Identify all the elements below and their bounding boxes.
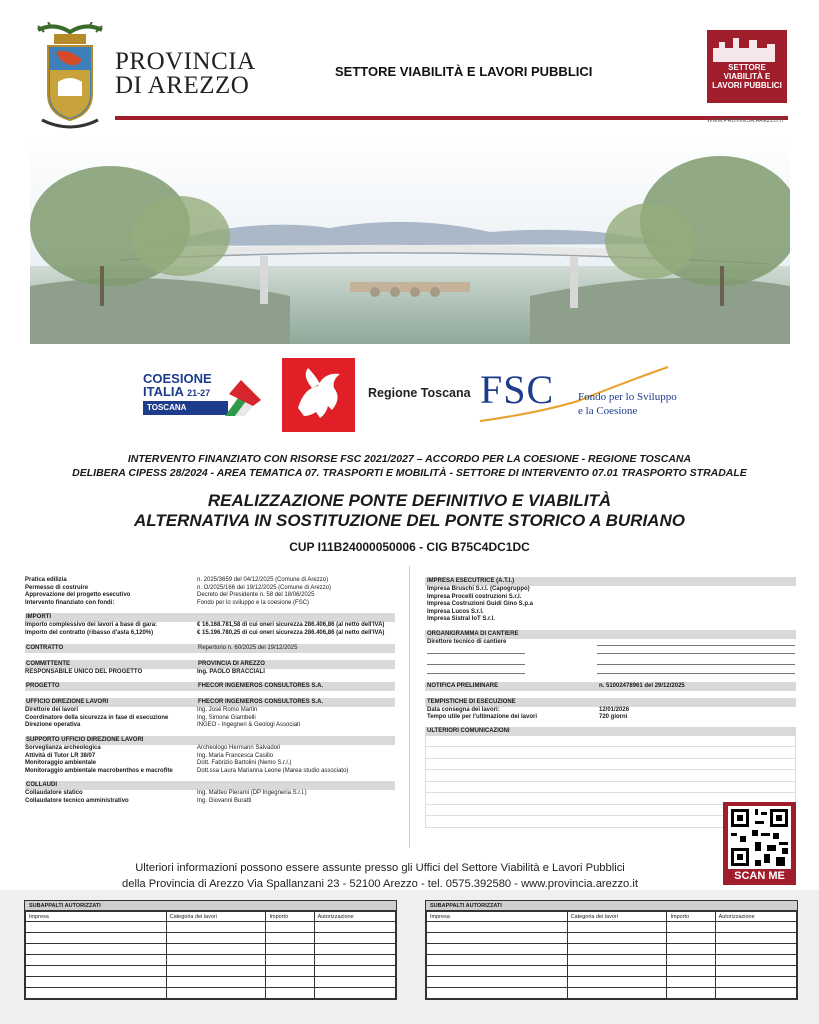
badge-line-3: LAVORI PUBBLICI (712, 81, 782, 90)
detail-row (25, 753, 395, 761)
funding-statement (0, 452, 819, 480)
section-title: COLLAUDI (26, 782, 57, 789)
table-row (427, 922, 797, 933)
detail-row (25, 707, 395, 715)
contractor-name: Impresa Lucos S.r.l. (427, 608, 484, 615)
section-title: IMPORTI (26, 614, 51, 621)
comm-line (425, 770, 796, 782)
header-divider (115, 116, 788, 120)
detail-value: Ing. Maria Francesca Casillo (197, 752, 274, 759)
detail-value: n. 2025/3659 del 04/12/2025 (Comune di Arezzo) (197, 577, 329, 583)
section-head-impresa (425, 577, 796, 586)
contractor-item (425, 616, 796, 624)
contractor-item (425, 609, 796, 617)
province-crest-icon (34, 22, 106, 132)
detail-key: Pratica edilizia (25, 577, 67, 583)
table-row (26, 966, 396, 977)
table-row (26, 977, 396, 988)
detail-key: Coordinatore della sicurezza in fase di esecuzione (25, 714, 169, 721)
detail-value: Decreto del Presidente n. 58 del 18/06/2025 (197, 592, 315, 599)
partner-logos (0, 355, 819, 435)
badge-line-2: VIABILITÀ E (723, 72, 771, 81)
detail-value: Dott.ssa Laura Marianna Leone (Marea studio associato) (197, 767, 349, 774)
section-head-comunicazioni (425, 727, 796, 736)
column-divider (409, 566, 410, 848)
section-title: ULTERIORI COMUNICAZIONI (427, 727, 510, 734)
bridge-rendering-image (30, 136, 790, 344)
section-title: TEMPISTICHE DI ESECUZIONE (427, 698, 516, 705)
contractor-item (425, 586, 796, 594)
funding-line-1: INTERVENTO FINANZIATO CON RISORSE FSC 2021/2027 – ACCORDO PER LA COESIONE - REGIONE TOSCANA (127, 453, 692, 465)
fsc-logo (478, 361, 688, 431)
detail-value: Dott. Fabrizio Bartolini (Nemo S.r.l.) (197, 760, 292, 767)
table-title: SUBAPPALTI AUTORIZZATI (25, 901, 396, 911)
contractor-details (425, 577, 796, 831)
detail-value: € 16.168.781,58 di cui oneri sicurezza 286.406,86 (al netto dell'IVA) (197, 622, 385, 629)
contractor-name: Impresa Sistral IoT S.r.l. (427, 616, 496, 623)
detail-value: € 15.196.780,25 di cui oneri sicurezza 286.406,86 (al netto dell'IVA) (197, 629, 385, 636)
detail-value: Ing. Simone Giambelli (197, 714, 256, 721)
section-title: ORGANIGRAMMA DI CANTIERE (427, 630, 519, 637)
section-head-organigramma (425, 630, 796, 639)
detail-key: RESPONSABILE UNICO DEL PROGETTO (25, 668, 143, 675)
detail-row (25, 745, 395, 753)
sector-badge (707, 30, 787, 103)
detail-key: Importo del contratto (ribasso d'asta 6,120%) (25, 629, 154, 636)
subcontracts-table-left (24, 900, 397, 1000)
detail-value: Fondo per lo sviluppo e la coesione (FSC) (197, 599, 310, 606)
comm-line (425, 736, 796, 748)
column-header: Impresa (26, 912, 167, 922)
section-title: PROGETTO (26, 683, 60, 690)
section-title: NOTIFICA PRELIMINARE (427, 682, 499, 689)
contractor-name: Impresa Procelli costruzioni S.r.l. (427, 593, 522, 600)
section-title: IMPRESA ESECUTRICE (A.T.I.) (427, 578, 515, 584)
subcontracts-table-right (425, 900, 798, 1000)
detail-key: Data consegna dei lavori: (427, 706, 500, 713)
detail-value: n. O/2025/166 del 19/12/2025 (Comune di Arezzo) (197, 584, 332, 591)
project-title-line-2: ALTERNATIVA IN SOSTITUZIONE DEL PONTE STORICO A BURIANO (134, 511, 685, 530)
blank-line (427, 664, 525, 665)
scan-me-label: SCAN ME (734, 870, 785, 882)
detail-row (25, 600, 395, 608)
detail-key: Collaudatore tecnico amministrativo (25, 797, 129, 804)
coesione-region-bar: TOSCANA (143, 401, 228, 415)
coesione-years: 21-27 (187, 388, 211, 398)
detail-key: Direttore tecnico di cantiere (427, 638, 507, 645)
section-value: FHECOR INGENIEROS CONSULTORES S.A. (198, 699, 324, 706)
regione-toscana-logo (282, 358, 355, 432)
website-small: WWW.PROVINCIA.AREZZO.IT (707, 118, 785, 124)
detail-row (25, 622, 395, 630)
tricolor-chevron-icon (205, 376, 261, 416)
column-header: Importo (266, 912, 314, 922)
qr-code[interactable] (723, 802, 796, 885)
detail-key: Direzione operativa (25, 722, 81, 729)
table-row (26, 922, 396, 933)
section-head-notifica (425, 682, 796, 691)
comm-line (425, 747, 796, 759)
detail-value: Ing. Matteo Pierami (DP Ingegneria S.r.l.) (197, 790, 307, 797)
org-line-2: DI AREZZO (115, 72, 250, 99)
comm-line (425, 782, 796, 794)
table-row (427, 955, 797, 966)
detail-key: Intervento finanziato con fondi: (25, 599, 115, 606)
badge-line-1: SETTORE (728, 63, 766, 72)
section-head-collaudi (25, 781, 395, 790)
column-header: Impresa (427, 912, 568, 922)
detail-row (25, 592, 395, 600)
detail-key: Sorveglianza archeologica (25, 744, 101, 751)
table-row (427, 988, 797, 999)
table-header-row (26, 912, 396, 922)
contact-line-2: della Provincia di Arezzo Via Spallanzani 23 - 52100 Arezzo - tel. 0575.392580 - www.provincia.arezzo.it (122, 878, 638, 890)
fsc-text: FSC (480, 367, 555, 412)
header (0, 0, 819, 130)
section-head-committente (25, 660, 395, 669)
detail-value: Ing. PAOLO BRACCIALI (197, 668, 265, 675)
blank-line (597, 653, 795, 654)
section-value: n. 51002478961 del 29/12/2025 (599, 682, 685, 689)
detail-key: Monitoraggio ambientale (25, 760, 97, 767)
section-value: Repertorio n. 60/2025 del 19/12/2025 (198, 644, 298, 651)
coesione-italia-text: ITALIA (143, 384, 184, 399)
detail-row (25, 715, 395, 723)
section-value: FHECOR INGENIEROS CONSULTORES S.A. (198, 683, 324, 690)
contact-line-1: Ulteriori informazioni possono essere assunte presso gli Uffici del Settore Viabilità e Lavori Pubblici (135, 862, 625, 874)
section-head-udl (25, 698, 395, 707)
funding-line-2: DELIBERA CIPESS 28/2024 - AREA TEMATICA 07. TRASPORTI E MOBILITÀ - SETTORE DI INTERVENTO 07.01 TRASPORTO STRADALE (72, 467, 747, 479)
project-details (25, 577, 395, 806)
blank-line (597, 645, 795, 646)
detail-row (25, 798, 395, 806)
table-title: SUBAPPALTI AUTORIZZATI (426, 901, 797, 911)
detail-row (25, 669, 395, 677)
table-row (427, 944, 797, 955)
contractor-item (425, 594, 796, 602)
detail-key: Importo complessivo dei lavori a base di gara: (25, 622, 158, 629)
table-row (26, 988, 396, 999)
detail-row (25, 577, 395, 585)
column-header: Importo (667, 912, 715, 922)
section-head-tempistiche (425, 698, 796, 707)
detail-row (25, 768, 395, 776)
detail-key: Attività di Tutor LR 38/07 (25, 752, 96, 759)
detail-key: Tempo utile per l'ultimazione dei lavori (427, 714, 538, 721)
cup-cig-code: CUP I11B24000050006 - CIG B75C4DC1DC (289, 540, 530, 554)
table-row (26, 933, 396, 944)
coesione-italia-logo (143, 372, 258, 420)
qr-code-icon (728, 806, 791, 869)
detail-row (25, 630, 395, 638)
coesione-line-1: COESIONE (143, 371, 212, 386)
detail-value: 720 giorni (599, 714, 628, 721)
section-head-contratto (25, 644, 395, 653)
section-head-importi (25, 613, 395, 622)
coesione-line-2 (143, 385, 210, 400)
detail-value: INGEO - Ingegneri & Geologi Associati (197, 722, 301, 729)
column-header: Autorizzazione (715, 912, 796, 922)
detail-row (25, 760, 395, 768)
pegasus-icon (282, 358, 355, 432)
section-title: SUPPORTO UFFICIO DIREZIONE LAVORI (26, 736, 144, 743)
detail-key: Monitoraggio ambientale macrobenthos e macrofite (25, 767, 173, 774)
table-row (26, 944, 396, 955)
detail-key: Collaudatore statico (25, 790, 83, 797)
detail-key: Permesso di costruire (25, 584, 89, 591)
table-row (427, 933, 797, 944)
detail-row (25, 722, 395, 730)
detail-row (25, 585, 395, 593)
section-head-supporto (25, 736, 395, 745)
section-title: UFFICIO DIREZIONE LAVORI (26, 699, 109, 706)
section-head-progetto (25, 682, 395, 691)
table-row (427, 966, 797, 977)
column-header: Autorizzazione (314, 912, 395, 922)
comm-line (425, 759, 796, 771)
regione-toscana-text: Regione Toscana (368, 386, 471, 400)
detail-value: Ing. Giovanni Buratti (197, 797, 252, 804)
detail-row (425, 707, 796, 715)
detail-key: Direttore dei lavori (25, 707, 79, 714)
fsc-sub-2: e la Coesione (578, 405, 638, 417)
project-title-line-1: REALIZZAZIONE PONTE DEFINITIVO E VIABILITÀ (207, 491, 612, 510)
org-line-1: PROVINCIA (115, 48, 256, 75)
column-header: Categoria dei lavori (567, 912, 667, 922)
table-row (26, 955, 396, 966)
section-value: PROVINCIA DI AREZZO (198, 660, 265, 667)
detail-value: Archeologo Hermann Salvadori (197, 744, 281, 751)
detail-row (25, 790, 395, 798)
blank-line (427, 653, 525, 654)
detail-key: Approvazione del progetto esecutivo (25, 592, 131, 599)
project-title (0, 491, 819, 531)
blank-line (597, 673, 795, 674)
contractor-item (425, 601, 796, 609)
blank-line (427, 673, 525, 674)
fsc-sub-1: Fondo per lo Sviluppo (578, 391, 677, 403)
column-header: Categoria dei lavori (166, 912, 266, 922)
sector-title: SETTORE VIABILITÀ E LAVORI PUBBLICI (335, 64, 593, 79)
section-title: COMMITTENTE (26, 660, 70, 667)
qr-code-pattern (728, 806, 791, 869)
contractor-name: Impresa Bruschi S.r.l. (Capogruppo) (427, 586, 530, 592)
table-header-row (427, 912, 797, 922)
town-silhouette-icon (707, 34, 787, 64)
contact-info (60, 860, 700, 892)
section-title: CONTRATTO (26, 644, 64, 651)
organization-name (115, 50, 256, 98)
detail-value: Ing. José Romo Martin (197, 707, 258, 714)
contractor-name: Impresa Costruzioni Guidi Gino S.p.a (427, 601, 534, 608)
table-row (427, 977, 797, 988)
detail-row (425, 714, 796, 722)
blank-line (597, 664, 795, 665)
detail-value: 12/01/2026 (599, 706, 630, 713)
organigramma-blank-lines (425, 647, 796, 677)
